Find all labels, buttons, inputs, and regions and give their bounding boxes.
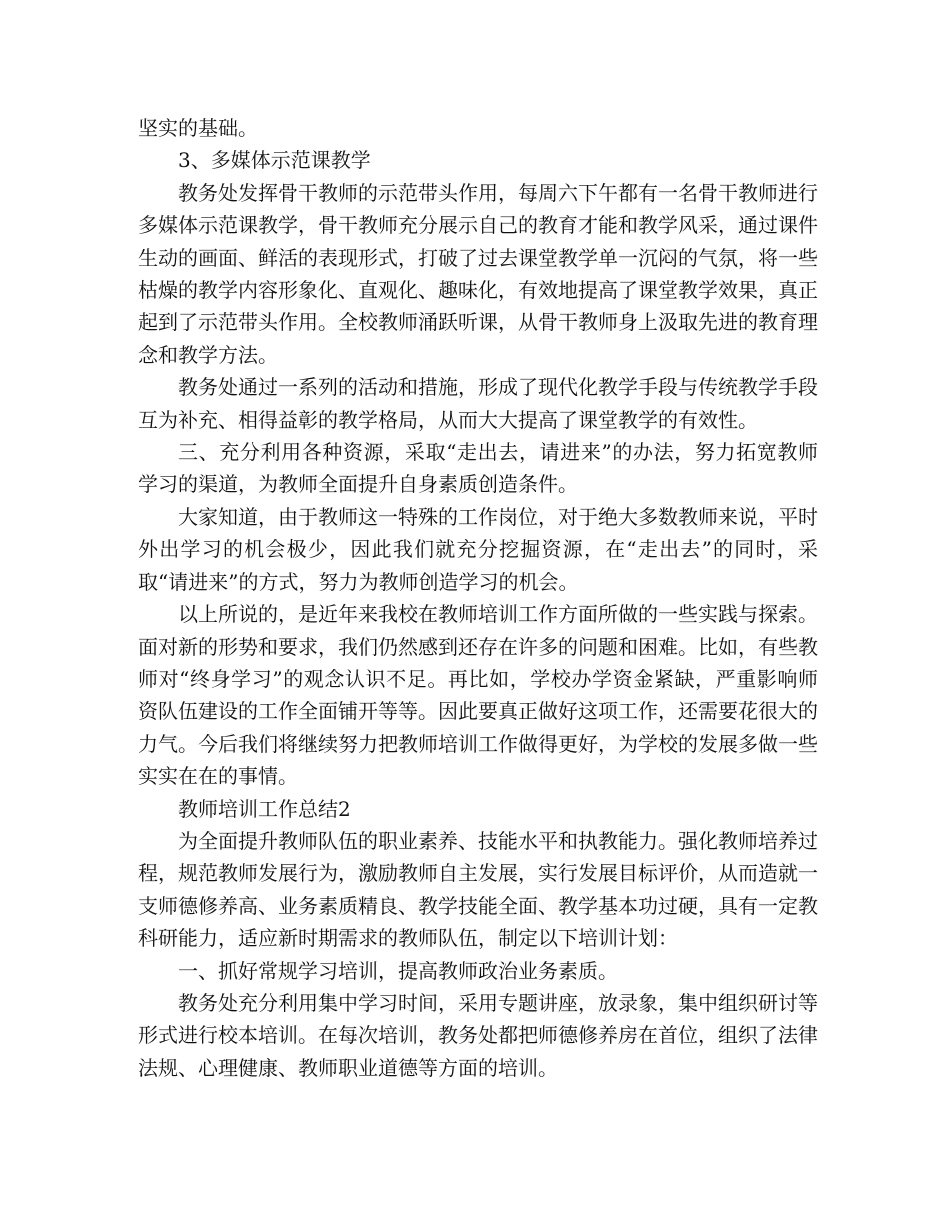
paragraph-school-training: 教务处充分利用集中学习时间，采用专题讲座，放录象，集中组织研讨等形式进行校本培训。在每次培训，教务处都把师德修养房在首位，组织了法律法规、心理健康、教师职业道德等方面的培训。 xyxy=(138,990,818,1080)
paragraph-multimedia-demo: 教务处发挥骨干教师的示范带头作用，每周六下午都有一名骨干教师进行多媒体示范课教学，骨干教师充分展示自己的教育才能和教学风采，通过课件生动的画面、鲜活的表现形式，打破了过去课堂教学单一沉闷的气氛，将一些枯燥的教学内容形象化、直观化、趣味化，有效地提高了课堂教学效果，真正起到了示范带头作用。全校教师涌跃听课，从骨干教师身上汲取先进的教育理念和教学方法。 xyxy=(138,180,818,367)
paragraph-learning-opportunities: 大家知道，由于教师这一特殊的工作岗位，对于绝大多数教师来说，平时外出学习的机会极少，因此我们就充分挖掘资源，在“走出去”的同时，采取“请进来”的方式，努力为教师创造学习的机会。 xyxy=(138,504,818,594)
section-heading-resources: 三、充分利用各种资源，采取“走出去，请进来”的办法，努力拓宽教师学习的渠道，为教师全面提升自身素质创造条件。 xyxy=(138,440,818,497)
paragraph-training-plan: 为全面提升教师队伍的职业素养、技能水平和执教能力。强化教师培养过程，规范教师发展行为，激励教师自主发展，实行发展目标评价，从而造就一支师德修养高、业务素质精良、教学技能全面、教学基本功过硬，具有一定教科研能力，适应新时期需求的教师队伍，制定以下培训计划： xyxy=(138,828,818,951)
paragraph-summary: 以上所说的，是近年来我校在教师培训工作方面所做的一些实践与探索。面对新的形势和要求，我们仍然感到还存在许多的问题和困难。比如，有些教师对“终身学习”的观念认识不足。再比如，学校办学资金紧缺，严重影响师资队伍建设的工作全面铺开等等。因此要真正做好这项工作，还需要花很大的力气。今后我们将继续努力把教师培训工作做得更好，为学校的发展多做一些实实在在的事情。 xyxy=(138,602,818,789)
document-subtitle: 教师培训工作总结2 xyxy=(178,796,351,821)
section-heading-routine-training: 一、抓好常规学习培训，提高教师政治业务素质。 xyxy=(178,958,618,983)
paragraph-teaching-pattern: 教务处通过一系列的活动和措施，形成了现代化教学手段与传统教学手段互为补充、相得益彰的教学格局，从而大大提高了课堂教学的有效性。 xyxy=(138,375,818,432)
section-heading-multimedia: 3、多媒体示范课教学 xyxy=(178,148,371,173)
paragraph-continuation: 坚实的基础。 xyxy=(138,116,258,140)
document-body xyxy=(138,112,818,1084)
